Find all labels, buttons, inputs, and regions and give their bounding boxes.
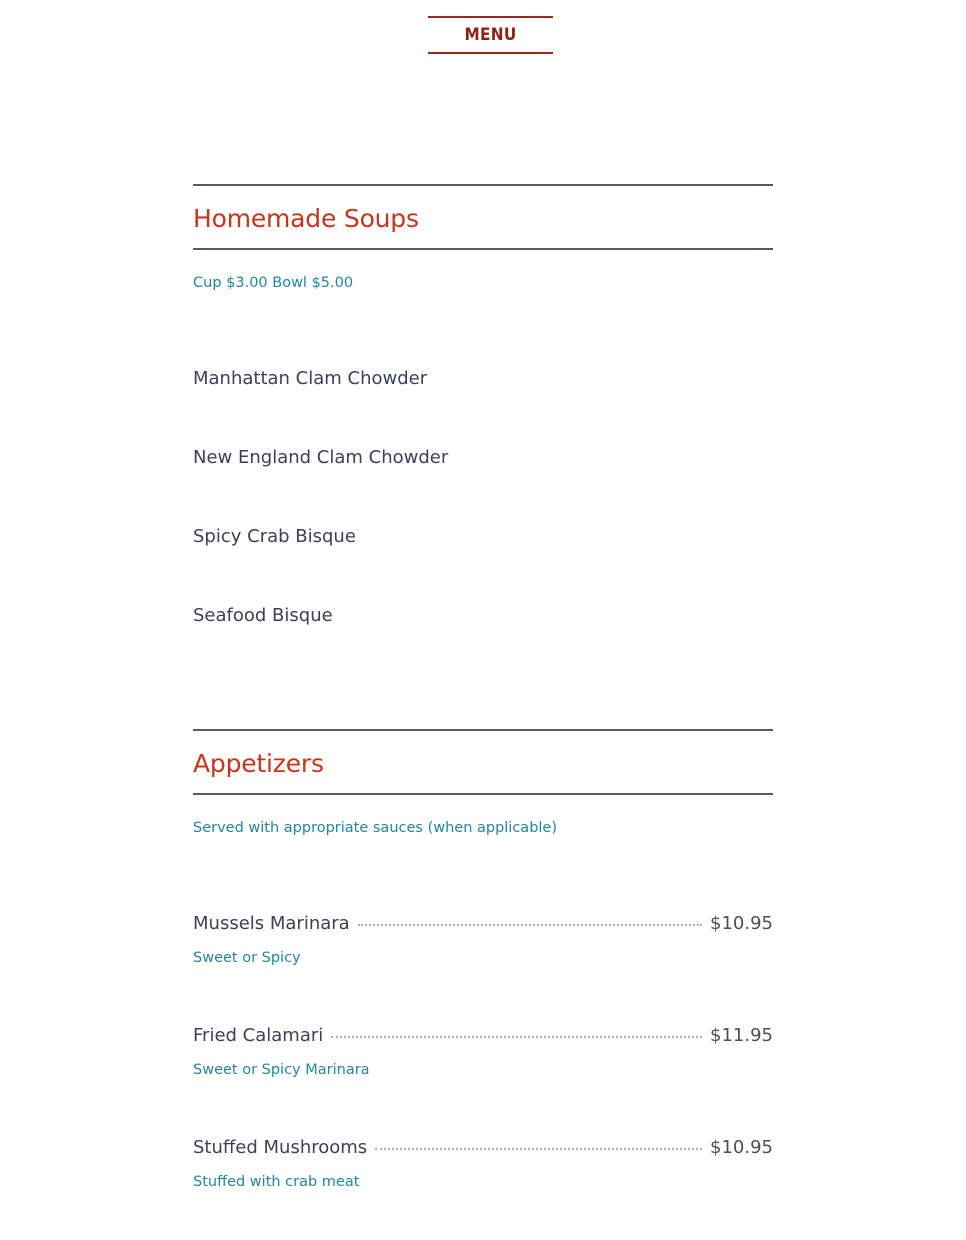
soup-item-name: New England Clam Chowder xyxy=(193,447,449,468)
appetizer-item xyxy=(193,1137,773,1191)
appetizer-item-price: $10.95 xyxy=(710,913,773,934)
soup-item xyxy=(193,526,773,548)
appetizer-item-description: Sweet or Spicy xyxy=(193,950,301,966)
soup-item xyxy=(193,605,773,627)
dotted-leader xyxy=(358,924,702,926)
appetizer-item-name: Mussels Marinara xyxy=(193,913,350,934)
menu-nav-button[interactable]: MENU xyxy=(428,16,553,54)
soup-item-name: Spicy Crab Bisque xyxy=(193,526,356,547)
appetizer-item-price: $10.95 xyxy=(710,1137,773,1158)
soup-item-name: Manhattan Clam Chowder xyxy=(193,368,428,389)
dotted-leader xyxy=(375,1148,702,1150)
appetizers-note: Served with appropriate sauces (when applicable) xyxy=(193,820,558,836)
soup-item xyxy=(193,447,773,469)
soups-price-note: Cup $3.00 Bowl $5.00 xyxy=(193,275,354,291)
appetizer-item xyxy=(193,1025,773,1079)
soup-item-name: Seafood Bisque xyxy=(193,605,333,626)
appetizer-item xyxy=(193,913,773,967)
soup-item xyxy=(193,368,773,390)
dotted-leader xyxy=(331,1036,702,1038)
appetizer-item-description: Sweet or Spicy Marinara xyxy=(193,1062,370,1078)
appetizer-item-name: Stuffed Mushrooms xyxy=(193,1137,368,1158)
soups-section-title: Homemade Soups xyxy=(193,204,419,233)
soups-section xyxy=(193,184,773,654)
appetizer-item-price: $11.95 xyxy=(710,1025,773,1046)
appetizer-item-description: Stuffed with crab meat xyxy=(193,1174,360,1190)
appetizers-section-title: Appetizers xyxy=(193,749,324,778)
soups-section-header xyxy=(193,184,773,250)
appetizers-section-header xyxy=(193,729,773,795)
appetizers-section xyxy=(193,729,773,1229)
appetizer-item-name: Fried Calamari xyxy=(193,1025,324,1046)
